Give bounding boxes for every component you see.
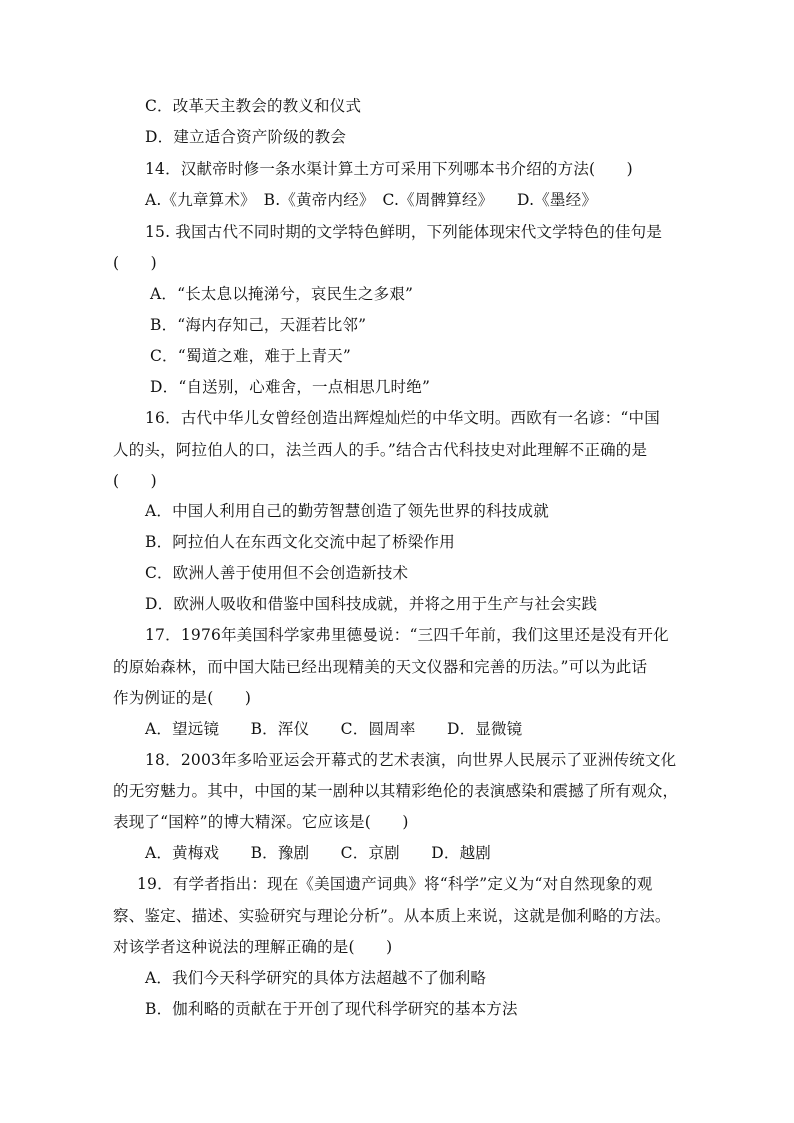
- q15-option-d: D．“自送别，心难舍，一点相思几时绝”: [150, 378, 431, 396]
- q13-option-d: D．建立适合资产阶级的教会: [145, 128, 347, 146]
- q18-stem-line-2: 的无穷魅力。其中，中国的某一剧种以其精彩绝伦的表演感染和震撼了所有观众，: [113, 782, 679, 800]
- q16-option-a: A．中国人利用自己的勤劳智慧创造了领先世界的科技成就: [145, 502, 549, 520]
- q17-stem-line-2: 的原始森林，而中国大陆已经出现精美的天文仪器和完善的历法。”可以为此话: [113, 658, 648, 676]
- q13-option-c: C．改革天主教会的教义和仪式: [145, 97, 362, 115]
- q18-stem-line-1: 18．2003年多哈亚运会开幕式的艺术表演，向世界人民展示了亚洲传统文化: [145, 751, 677, 769]
- q15-option-c: C．“蜀道之难，难于上青天”: [150, 347, 352, 365]
- q15-blank: ( ): [113, 254, 157, 272]
- q15-stem: 15. 我国古代不同时期的文学特色鲜明，下列能体现宋代文学特色的佳句是: [145, 223, 663, 241]
- q14-options: A.《九章算术》 B.《黄帝内经》 C.《周髀算经》 D.《墨经》: [145, 191, 598, 209]
- q19-stem-line-1: 19．有学者指出：现在《美国遗产词典》将“科学”定义为“对自然现象的观: [137, 875, 653, 893]
- q17-stem-line-1: 17．1976年美国科学家弗里德曼说：“三四千年前，我们这里还是没有开化: [145, 626, 669, 644]
- q16-stem-line-1: 16．古代中华儿女曾经创造出辉煌灿烂的中华文明。西欧有一名谚：“中国: [145, 409, 660, 427]
- q18-stem-line-3: 表现了“国粹”的博大精深。它应该是( ): [113, 813, 409, 831]
- q15-option-a: A．“长太息以掩涕兮，哀民生之多艰”: [150, 285, 414, 303]
- q18-options: A．黄梅戏 B．豫剧 C．京剧 D．越剧: [145, 844, 491, 862]
- q19-option-b: B．伽利略的贡献在于开创了现代科学研究的基本方法: [145, 1000, 518, 1018]
- q16-option-d: D．欧洲人吸收和借鉴中国科技成就，并将之用于生产与社会实践: [145, 595, 598, 613]
- q19-stem-line-3: 对该学者这种说法的理解正确的是( ): [113, 938, 393, 956]
- q17-stem-line-3: 作为例证的是( ): [113, 689, 252, 707]
- q17-options: A．望远镜 B．浑仪 C．圆周率 D．显微镜: [145, 720, 523, 738]
- q16-stem-line-2: 人的头，阿拉伯人的口，法兰西人的手。”结合古代科技史对此理解不正确的是: [113, 441, 648, 459]
- q15-option-b: B．“海内存知己，天涯若比邻”: [150, 316, 367, 334]
- q16-blank: ( ): [113, 472, 157, 490]
- q16-option-c: C．欧洲人善于使用但不会创造新技术: [145, 564, 409, 582]
- q19-option-a: A．我们今天科学研究的具体方法超越不了伽利略: [145, 969, 487, 987]
- q14-stem: 14．汉献帝时修一条水渠计算土方可采用下列哪本书介绍的方法( ): [145, 160, 633, 178]
- q19-stem-line-2: 察、鉴定、描述、实验研究与理论分析”。从本质上来说，这就是伽利略的方法。: [113, 907, 671, 925]
- q16-option-b: B．阿拉伯人在东西文化交流中起了桥梁作用: [145, 533, 455, 551]
